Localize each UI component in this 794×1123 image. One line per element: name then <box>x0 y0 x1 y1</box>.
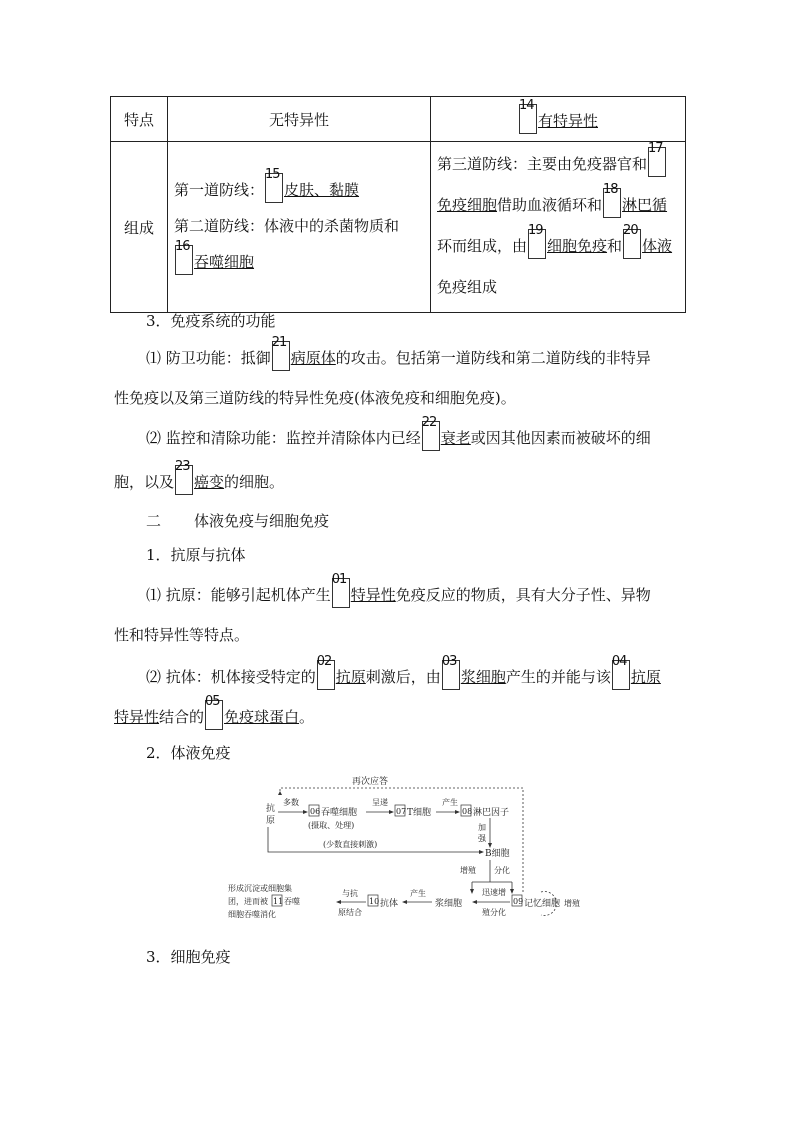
paragraph-line: 特异性结合的 05 免疫球蛋白。 <box>114 697 684 737</box>
diagram-formed-2: 团，进而被 <box>228 897 268 906</box>
answer-text: 病原体 <box>290 349 336 367</box>
svg-text:10: 10 <box>369 897 380 906</box>
diagram-enhance-2: 强 <box>478 834 486 843</box>
diagram-label-most: 多数 <box>283 798 299 807</box>
diagram-antibody: 抗体 <box>380 899 399 909</box>
table-header-row <box>111 97 686 142</box>
header-nonspecific: 无特异性 <box>168 97 431 142</box>
paragraph: ⑴ 防卫功能：抵御 21 病原体的攻击。包括第一道防线和第二道防线的非特异 <box>114 338 684 378</box>
diagram-phago2: 吞噬 <box>284 897 300 906</box>
diagram-rapid-1: 迅速增 <box>482 888 506 897</box>
answer-text: 免疫细胞 <box>437 196 498 214</box>
diagram-phago3: 细胞吞噬消化 <box>228 910 276 919</box>
answer-text: 特异性 <box>350 586 396 604</box>
table-composition-row <box>111 142 686 313</box>
diagram-bcell: B细胞 <box>485 849 510 859</box>
paragraph-line: 性和特异性等特点。 <box>114 626 250 644</box>
specific-cell: 第三道防线：主要由免疫器官和 17 免疫细胞借助血液循环和 18 淋巴循 环而组成，由 19 细胞免疫和 20 体液 免疫组成 <box>431 142 686 313</box>
diagram-prolif2: 增殖 <box>564 899 580 908</box>
diagram-tcell: T细胞 <box>407 808 432 818</box>
blank-box: 21 <box>272 341 290 371</box>
answer-text: 抗原 <box>630 668 661 686</box>
blank-box: 14 <box>519 104 537 134</box>
diagram-phagocyte-sub: (摄取、处理) <box>308 821 355 830</box>
diagram-rapid-2: 殖分化 <box>482 908 506 917</box>
paragraph-line: 性免疫以及第三道防线的特异性免疫(体液免疫和细胞免疫)。 <box>114 389 516 407</box>
row-label-composition: 组成 <box>111 142 168 313</box>
section-title: 3．细胞免疫 <box>146 948 231 966</box>
diagram-antigen-1: 抗 <box>266 804 276 814</box>
answer-text: 有特异性 <box>537 112 598 130</box>
blank-box: 18 <box>603 188 621 218</box>
diagram-enhance-1: 加 <box>478 823 486 832</box>
blank-box: 17 <box>648 147 666 177</box>
diagram-formed-1: 形成沉淀或细胞集 <box>228 884 292 893</box>
svg-text:08: 08 <box>462 807 473 816</box>
diagram-memory: 记忆细胞 <box>524 899 561 909</box>
svg-text:09: 09 <box>513 897 524 906</box>
answer-text: 浆细胞 <box>460 668 506 686</box>
answer-text: 皮肤、黏膜 <box>284 181 360 199</box>
blank-box: 19 <box>528 229 546 259</box>
blank-box: 03 <box>442 660 460 690</box>
section-title: 1．抗原与抗体 <box>146 546 246 564</box>
answer-text: 癌变 <box>194 473 225 491</box>
paragraph-line: 胞，以及 23 癌变的细胞。 <box>114 462 684 502</box>
diagram-antigen-2: 原 <box>266 816 276 826</box>
answer-text: 吞噬细胞 <box>194 253 255 271</box>
diagram-produce2: 产生 <box>410 889 426 898</box>
header-specific <box>431 97 686 142</box>
diagram-label-produce1: 产生 <box>442 798 458 807</box>
diagram-plasma: 浆细胞 <box>435 899 463 909</box>
blank-box: 20 <box>623 229 641 259</box>
blank-box: 02 <box>317 660 335 690</box>
diagram-diff: 分化 <box>494 866 510 875</box>
diagram-label-few: (少数直接刺激) <box>323 840 378 849</box>
blank-box: 15 <box>265 173 283 203</box>
blank-box: 01 <box>332 578 350 608</box>
nonspecific-cell: 第一道防线： 15 皮肤、黏膜 第二道防线：体液中的杀菌物质和 16 吞噬细胞 <box>168 142 431 313</box>
paragraph: ⑵ 监控和清除功能：监控并清除体内已经 22 衰老或因其他因素而被破坏的细 <box>114 418 684 458</box>
blank-box: 04 <box>612 660 630 690</box>
answer-text: 细胞免疫 <box>547 237 608 255</box>
part-number: 二 <box>146 512 162 530</box>
part-title: 体液免疫与细胞免疫 <box>194 512 330 530</box>
answer-text: 衰老 <box>440 429 471 447</box>
humoral-immunity-diagram <box>228 774 588 934</box>
diagram-bind-2: 原结合 <box>338 908 362 917</box>
svg-text:06: 06 <box>310 807 321 816</box>
diagram-label-secondary: 再次应答 <box>352 777 389 787</box>
paragraph: ⑴ 抗原：能够引起机体产生 01 特异性免疫反应的物质，具有大分子性、异物 <box>114 575 684 615</box>
paragraph: ⑵ 抗体：机体接受特定的 02 抗原刺激后，由 03 浆细胞产生的并能与该 04 抗原 <box>114 657 684 697</box>
header-feature: 特点 <box>111 97 168 142</box>
line-text: 第二道防线：体液中的杀菌物质和 <box>174 217 400 235</box>
diagram-bind-1: 与抗 <box>342 889 358 898</box>
answer-text: 抗原 <box>335 668 366 686</box>
section-title: 2．体液免疫 <box>146 744 231 762</box>
svg-text:07: 07 <box>396 807 407 816</box>
answer-text: 淋巴循 <box>622 196 668 214</box>
blank-box: 23 <box>175 465 193 495</box>
answer-text: 免疫球蛋白 <box>224 708 300 726</box>
blank-box: 22 <box>422 421 440 451</box>
svg-text:11: 11 <box>273 897 284 906</box>
answer-text: 体液 <box>642 237 673 255</box>
immune-defense-table <box>110 96 686 313</box>
answer-text: 特异性 <box>114 708 160 726</box>
diagram-lymphokine: 淋巴因子 <box>473 808 510 818</box>
blank-box: 05 <box>205 700 223 730</box>
blank-box: 16 <box>175 245 193 275</box>
diagram-prolif: 增殖 <box>460 866 476 875</box>
section-title: 3．免疫系统的功能 <box>146 312 276 330</box>
diagram-phagocyte: 吞噬细胞 <box>321 808 358 818</box>
diagram-label-present: 呈递 <box>372 798 388 807</box>
